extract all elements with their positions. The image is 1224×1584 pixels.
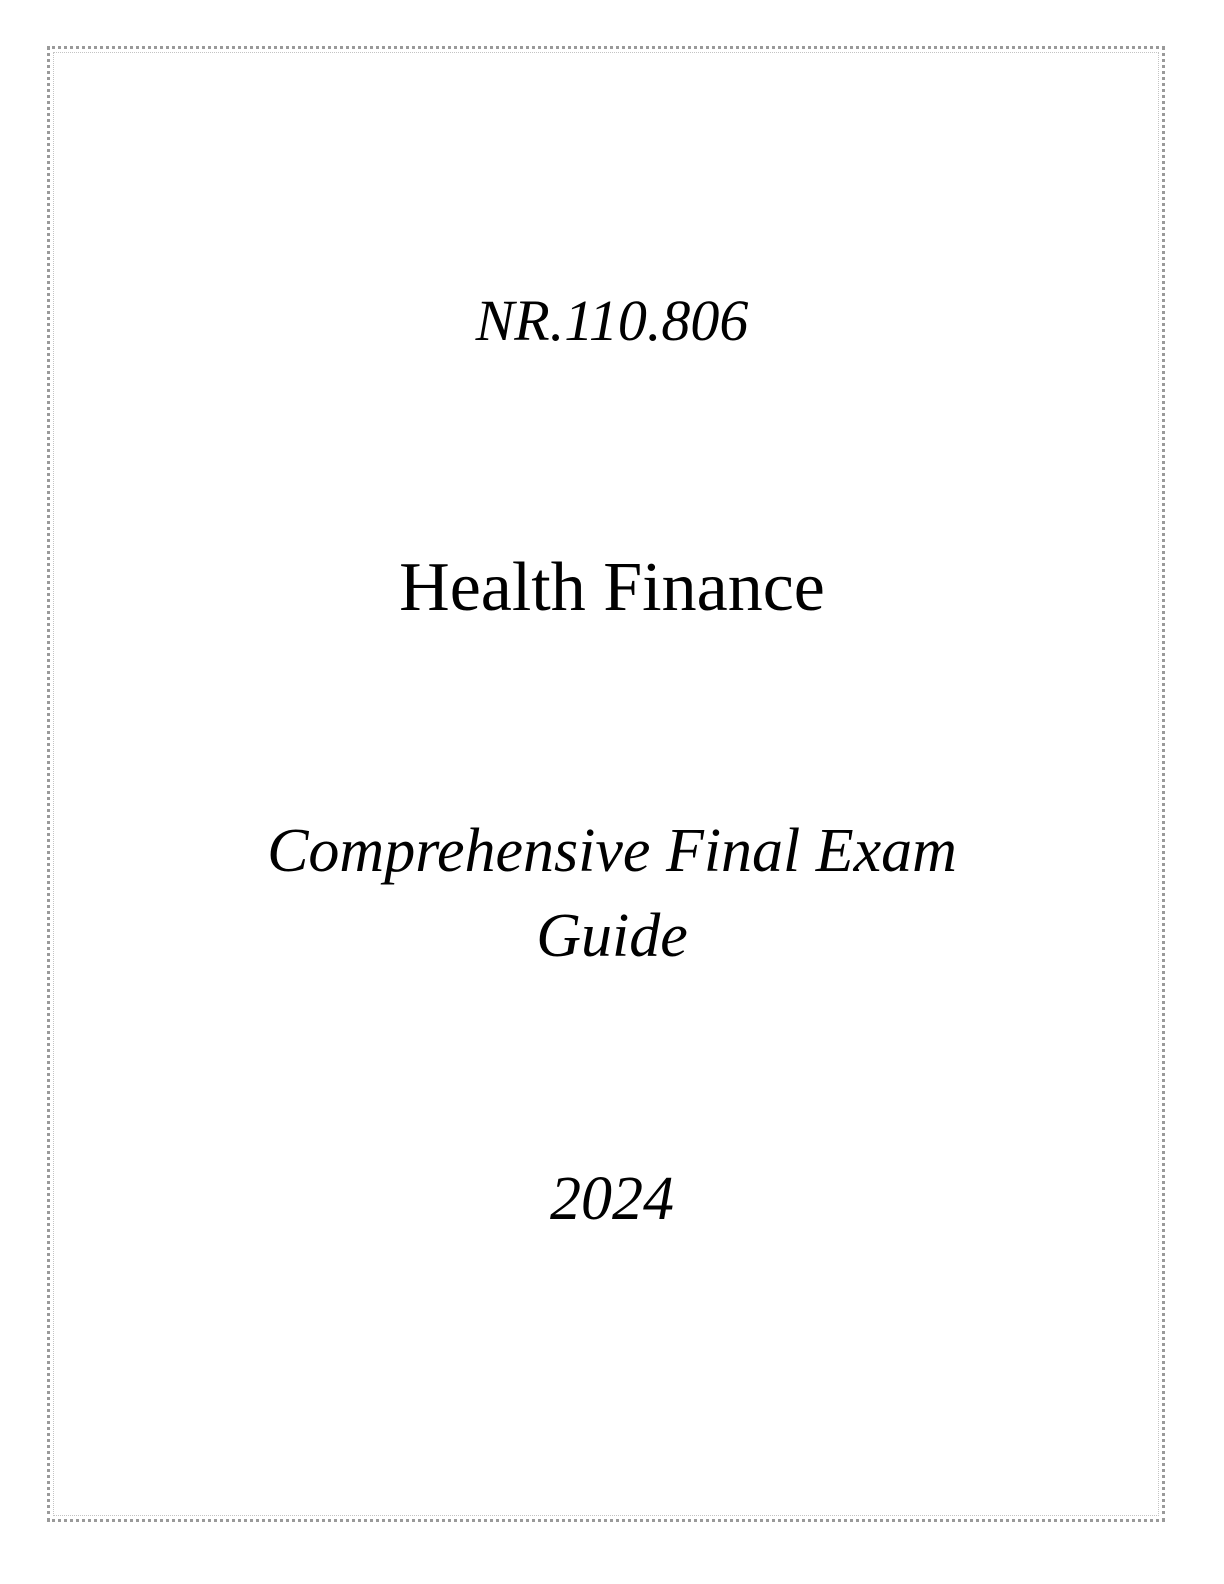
decorative-page-border	[47, 46, 1165, 1522]
document-year: 2024	[550, 1165, 674, 1233]
course-code: NR.110.806	[475, 288, 749, 353]
document-title: Health Finance	[399, 549, 825, 626]
subtitle-line-2: Guide	[536, 902, 688, 970]
subtitle-line-1: Comprehensive Final Exam	[267, 817, 957, 885]
